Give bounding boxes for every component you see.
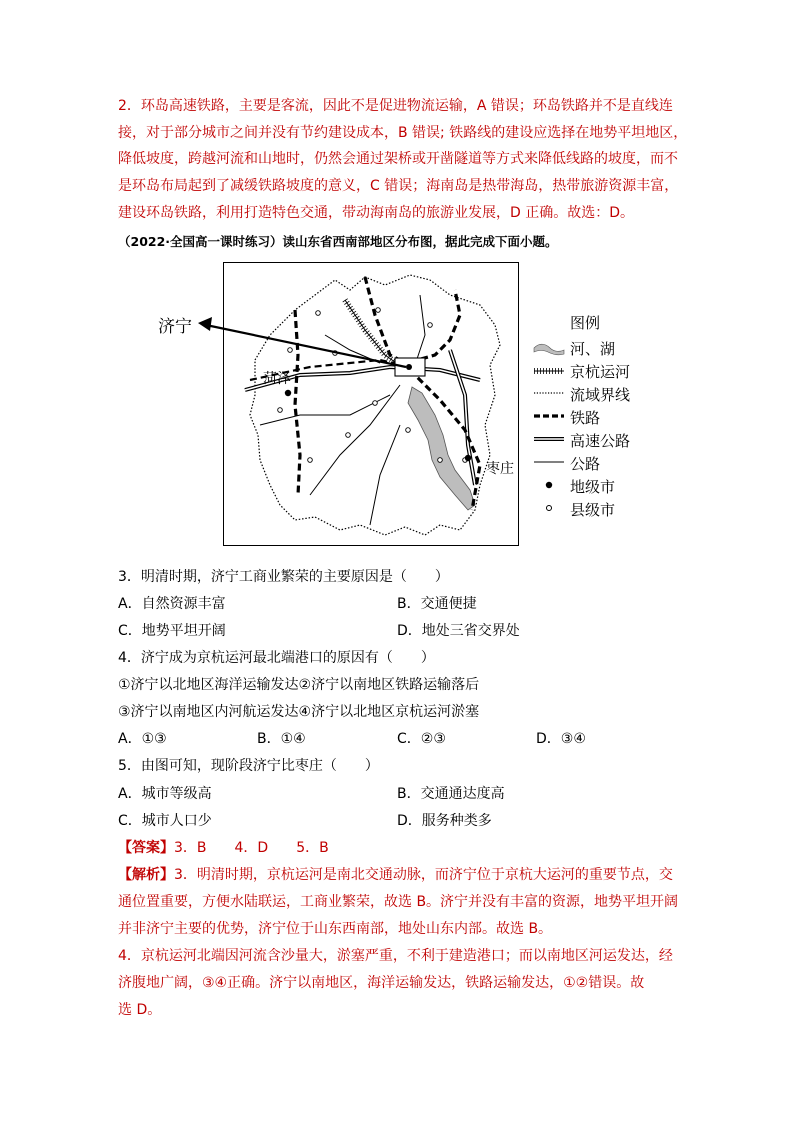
- legend-county-city-icon: [547, 506, 552, 511]
- q4-option-a: A．①③: [118, 731, 167, 747]
- legend-title: 图例: [570, 314, 601, 332]
- analysis-text-1: 3．明清时期，京杭运河是南北交通动脉，而济宁位于京杭大运河的重要节点，交: [174, 867, 673, 883]
- jining-arrow-line: [206, 325, 406, 367]
- answer-tag: 【答案】: [118, 840, 174, 856]
- jining-city-dot: [406, 364, 412, 370]
- analysis-line-4: 4．京杭运河北端因河流含沙量大，淤塞严重，不利于建造港口；而以南地区河运发达，经: [118, 948, 673, 964]
- q3-option-b: B．交通便捷: [397, 596, 477, 612]
- analysis-line-1: [118, 864, 673, 884]
- map-label-heze: 菏泽: [263, 371, 291, 387]
- road-2: [310, 385, 400, 495]
- legend-label-6: 地级市: [570, 478, 616, 496]
- q5-option-a: A．城市等级高: [118, 786, 212, 802]
- q2-line5: 建设环岛铁路，利用打造特色交通，带动海南岛的旅游业发展，D 正确。故选：D。: [118, 205, 635, 221]
- q4-option-d: D．③④: [536, 731, 586, 747]
- q2-line4: 是环岛布局起到了减缓铁路坡度的意义，C 错误；海南岛是热带海岛，热带旅游资源丰富，: [118, 178, 679, 194]
- source-line: （2022·全国高一课时练习）读山东省西南部地区分布图，据此完成下面小题。: [118, 234, 558, 249]
- answer-text: 3．B 4．D 5．B: [174, 840, 329, 856]
- legend-label-3: 铁路: [570, 409, 601, 427]
- q4-statements-2: ③济宁以南地区内河航运发达④济宁以北地区京杭运河淤塞: [118, 704, 480, 720]
- legend-label-5: 公路: [570, 455, 601, 473]
- q4-statements-1: ①济宁以北地区海洋运输发达②济宁以南地区铁路运输落后: [118, 677, 480, 693]
- heze-city-dot: [285, 390, 291, 396]
- q4-option-b: B．①④: [257, 731, 306, 747]
- legend-label-7: 县级市: [570, 501, 616, 519]
- legend-label-0: 河、湖: [570, 340, 616, 358]
- road-4: [415, 295, 425, 365]
- legend-river-lake-icon: [534, 344, 564, 355]
- q2-text-1a: A: [476, 98, 487, 114]
- map-label-jining: 济宁: [158, 317, 192, 337]
- q4-option-c: C．②③: [397, 731, 446, 747]
- answer-line: [118, 837, 329, 857]
- legend-label-1: 京杭运河: [570, 363, 631, 381]
- q2-line1: [118, 95, 673, 115]
- q4-stem: 4．济宁成为京杭运河最北端港口的原因有（ ）: [118, 650, 435, 666]
- q5-stem: 5．由图可知，现阶段济宁比枣庄（ ）: [118, 758, 379, 774]
- analysis-line-5: 济腹地广阔，③④正确。济宁以南地区，海洋运输发达，铁路运输发达，①②错误。故: [118, 975, 645, 991]
- q3-option-a: A．自然资源丰富: [118, 596, 226, 612]
- road-5: [370, 425, 400, 525]
- legend-label-4: 高速公路: [570, 432, 631, 450]
- legend-prefecture-city-icon: [546, 482, 552, 488]
- q2-text-1: 2．环岛高速铁路，主要是客流，因此不是促进物流运输，: [118, 98, 477, 114]
- q2-line2: 接，对于部分城市之间并没有节约建设成本，B 错误; 铁路线的建设应选择在地势平坦地区，: [118, 125, 688, 141]
- analysis-line-6: 选 D。: [118, 1002, 162, 1018]
- q3-option-d: D．地处三省交界处: [397, 623, 520, 639]
- q3-stem: 3．明清时期，济宁工商业繁荣的主要原因是（ ）: [118, 569, 449, 585]
- analysis-tag: 【解析】: [118, 867, 174, 883]
- railway-1: [295, 310, 300, 495]
- zaozhuang-city-dot: [465, 455, 471, 461]
- legend-symbols: [532, 338, 568, 528]
- q5-option-c: C．城市人口少: [118, 813, 212, 829]
- q3-option-c: C．地势平坦开阔: [118, 623, 226, 639]
- q2-text-1b: 错误；环岛铁路并不是直线连: [486, 98, 673, 114]
- q5-option-b: B．交通通达度高: [397, 786, 505, 802]
- analysis-line-2: 通位置重要，方便水陆联运，工商业繁荣，故选 B。济宁并没有丰富的资源，地势平坦开阔: [118, 894, 679, 910]
- analysis-line-3: 并非济宁主要的优势，济宁位于山东西南部，地处山东内部。故选 B。: [118, 921, 553, 937]
- q5-option-d: D．服务种类多: [397, 813, 492, 829]
- jining-arrow-head: [198, 317, 212, 331]
- q2-line3: 降低坡度，跨越河流和山地时，仍然会通过架桥或开凿隧道等方式来降低线路的坡度，而不: [118, 151, 678, 167]
- legend-label-2: 流域界线: [570, 386, 631, 404]
- map-label-zaozhuang: 枣庄: [486, 461, 514, 477]
